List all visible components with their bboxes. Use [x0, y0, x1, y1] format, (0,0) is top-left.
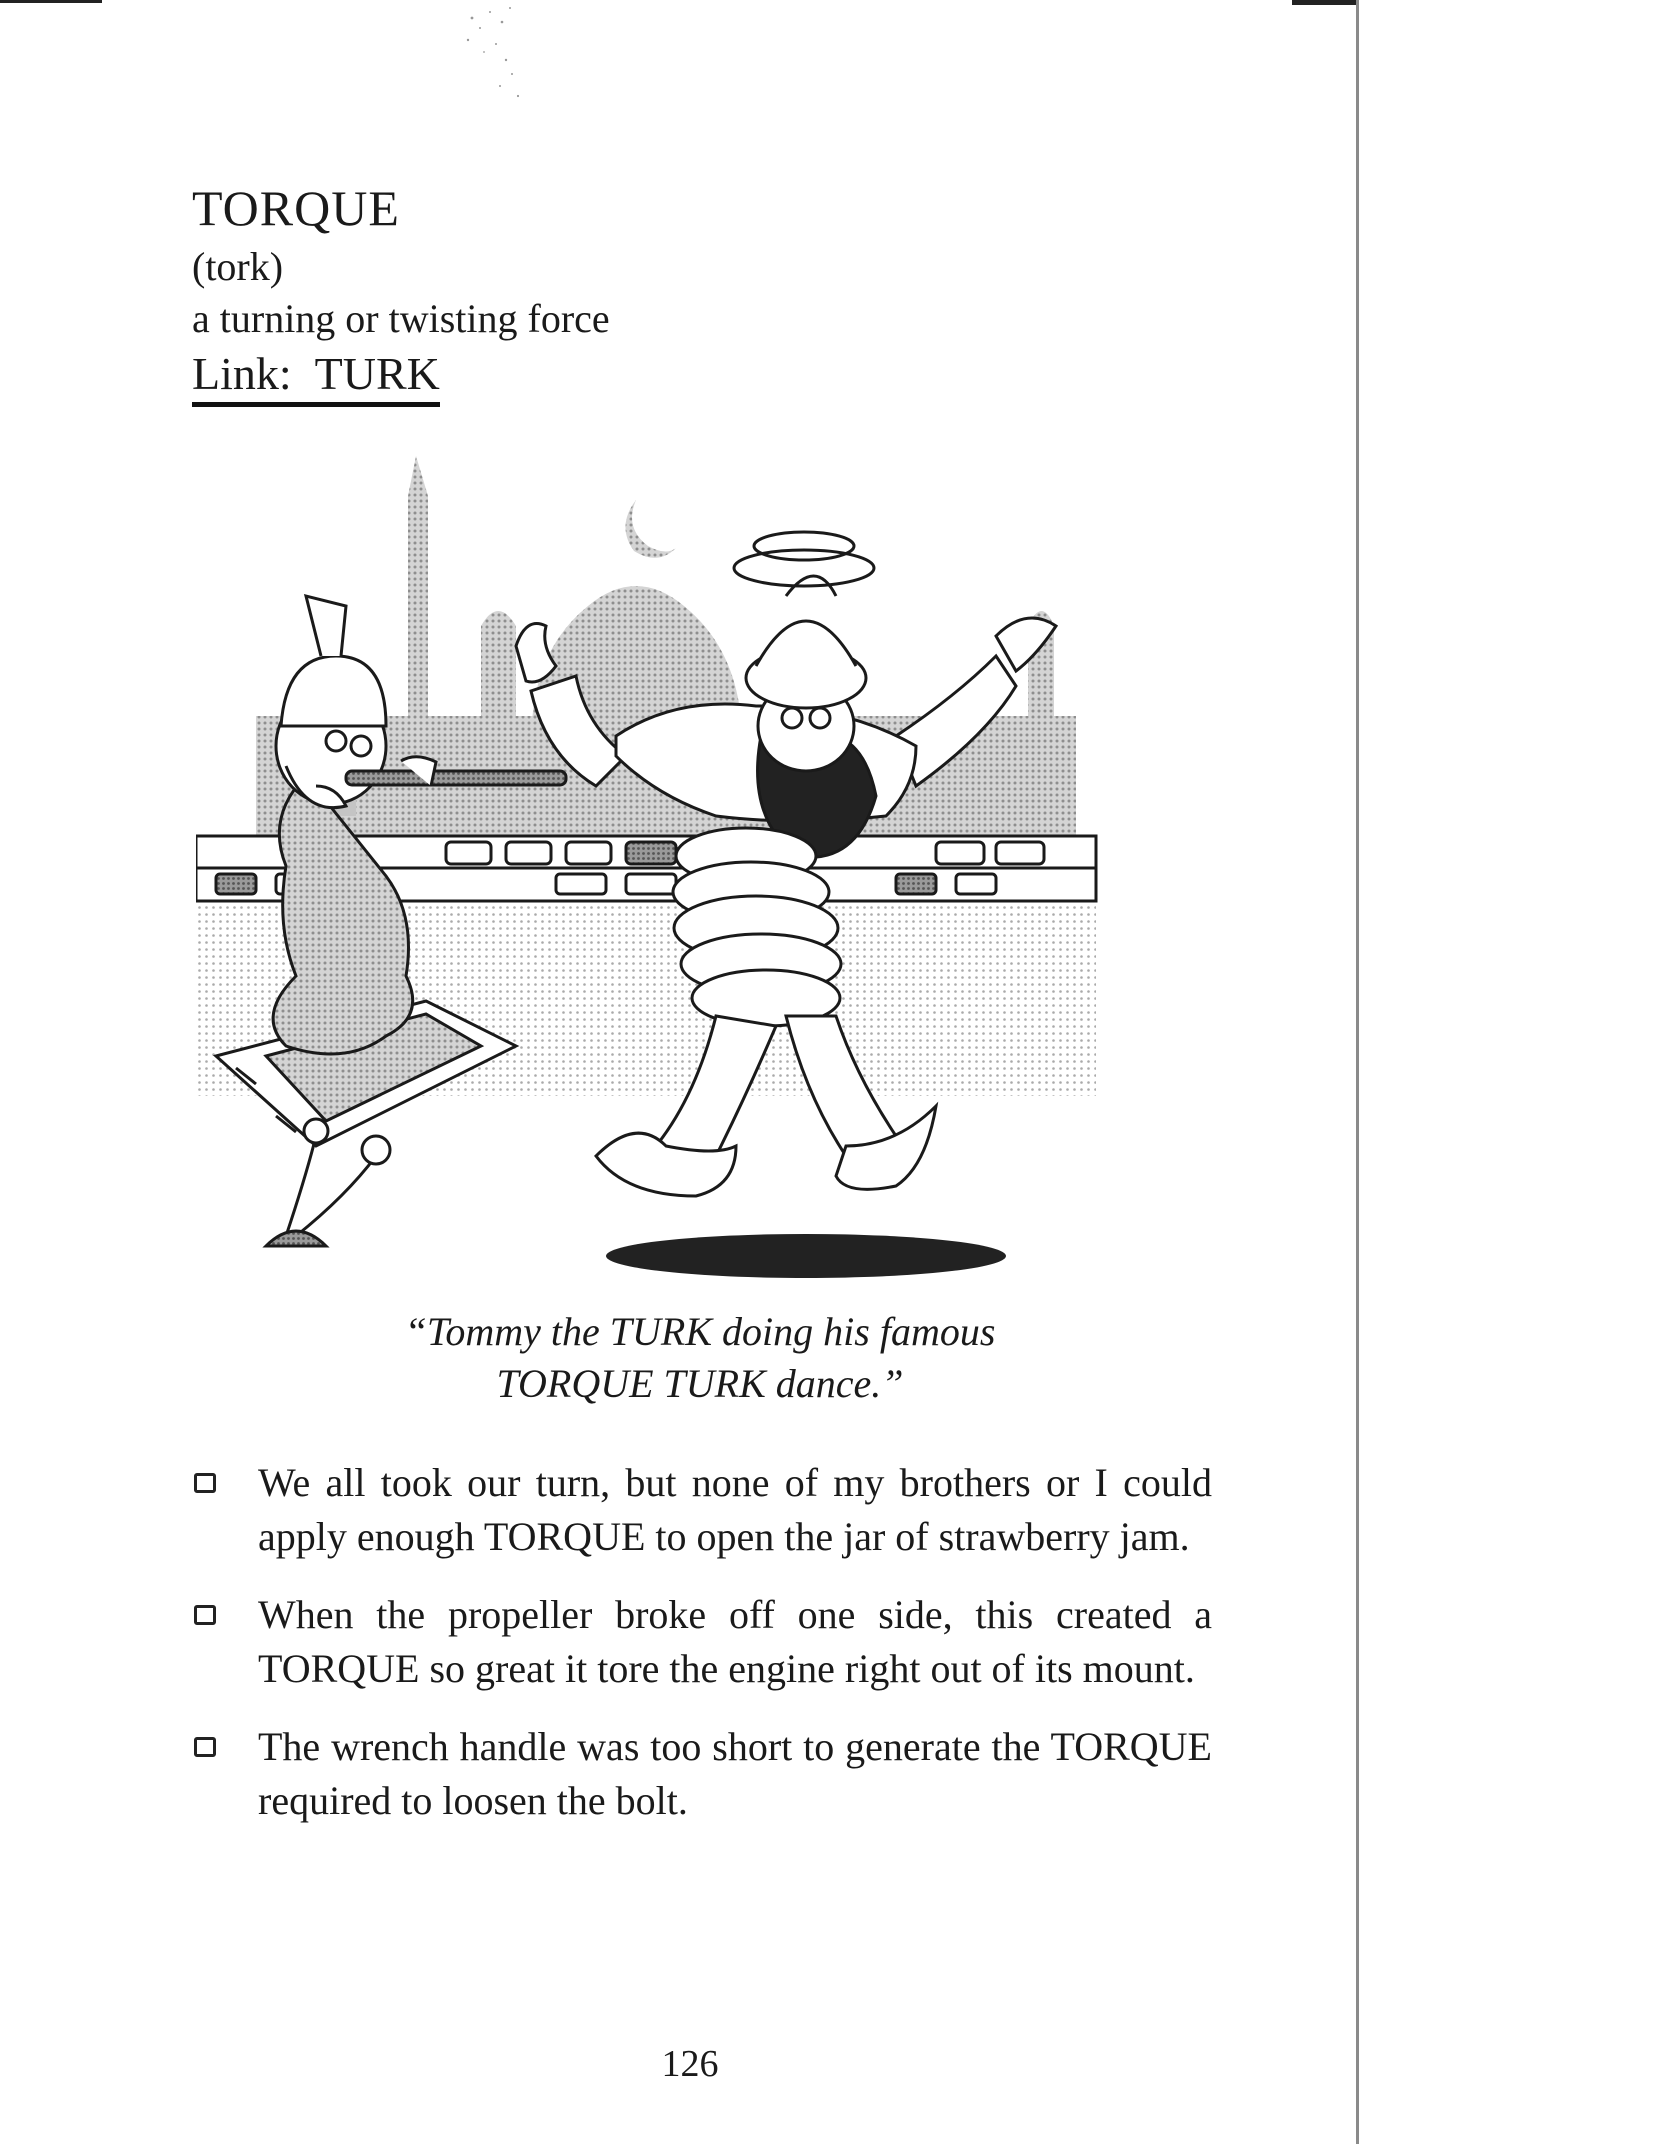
- top-rule-left: [0, 0, 102, 3]
- link-word: TURK: [314, 348, 440, 399]
- example-text: When the propeller broke off one side, this created a TORQUE so great it tore the engine right out of its mount.: [258, 1592, 1212, 1691]
- caption-line-1: “Tommy the TURK doing his famous: [404, 1309, 996, 1354]
- top-rule-right: [1292, 0, 1358, 5]
- link-label: Link:: [192, 348, 292, 399]
- page-edge-line: [1356, 0, 1359, 2144]
- checkbox-icon: [194, 1737, 216, 1757]
- entry-word: TORQUE: [192, 180, 400, 236]
- checkbox-icon: [194, 1605, 216, 1625]
- example-text: We all took our turn, but none of my brothers or I could apply enough TORQUE to open the jar of strawberry jam.: [258, 1460, 1212, 1559]
- mosque-silhouette: [256, 456, 1076, 866]
- checkbox-icon: [194, 1473, 216, 1493]
- dancer-shadow: [606, 1234, 1006, 1278]
- example-item: [192, 1720, 1212, 1828]
- example-item: [192, 1588, 1212, 1696]
- example-text: The wrench handle was too short to generate the TORQUE required to loosen the bolt.: [258, 1724, 1212, 1823]
- link-line: [192, 346, 440, 407]
- example-item: [192, 1456, 1212, 1564]
- caption-line-2: TORQUE TURK dance.”: [496, 1361, 904, 1406]
- pronunciation: (tork): [192, 244, 284, 289]
- example-sentences: [192, 1456, 1212, 1852]
- page-number: 126: [661, 2043, 719, 2085]
- definition: a turning or twisting force: [192, 296, 610, 341]
- illustration-caption: [300, 1306, 1100, 1410]
- scan-speckles: [460, 0, 570, 120]
- turk-dance-illustration: [196, 456, 1196, 1296]
